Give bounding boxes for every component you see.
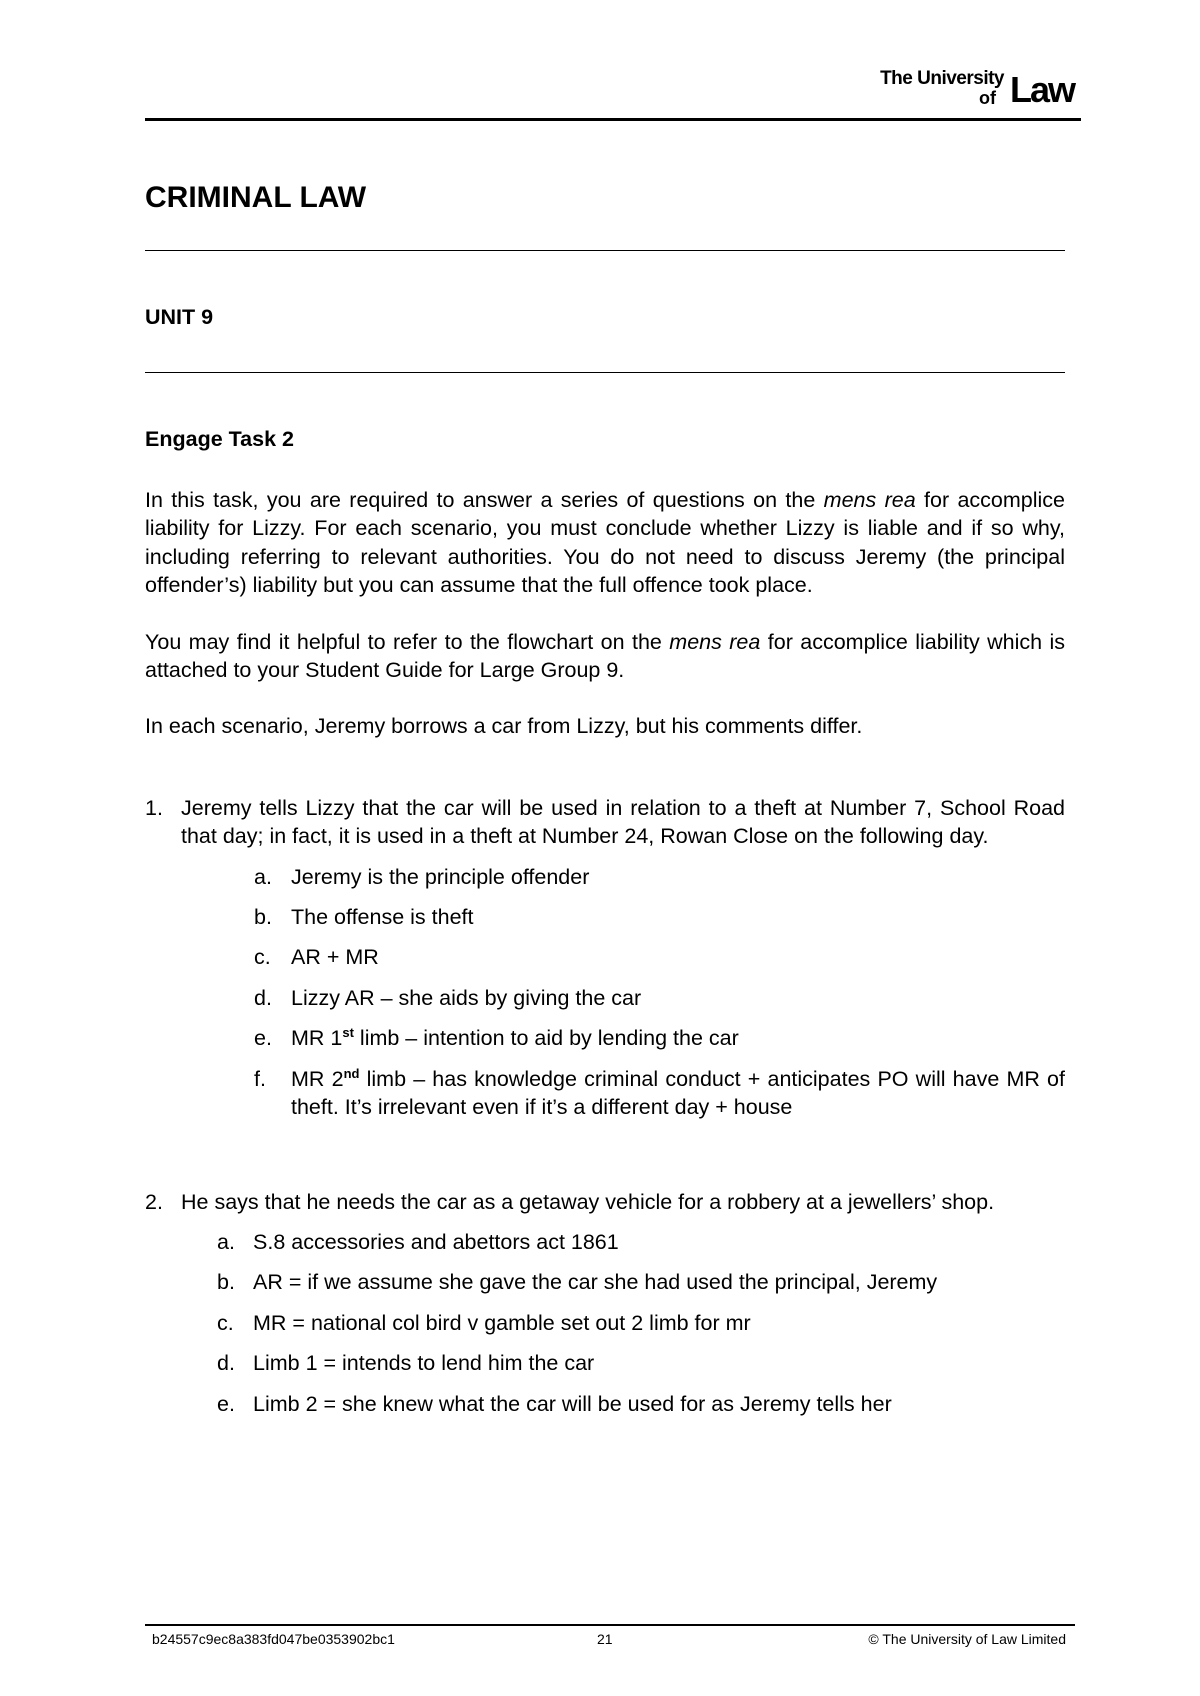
document-title: CRIMINAL LAW (145, 181, 367, 214)
list-item: d. Limb 1 = intends to lend him the car (217, 1351, 595, 1376)
list-item: f. MR 2nd limb – has knowledge criminal conduct + anticipates PO will have MR of theft. It’s irrelevant even if it’s a different day + house (254, 1065, 1065, 1120)
list-item: a. S.8 accessories and abettors act 1861 (217, 1229, 619, 1254)
unit-heading: UNIT 9 (145, 305, 214, 329)
document-body (145, 178, 1065, 1430)
footer-rule (145, 1624, 1075, 1626)
logo-line1: The University (880, 68, 1004, 89)
logo-law: Law (1009, 69, 1074, 110)
logo-of: of (979, 88, 996, 108)
university-of-law-logo (854, 64, 1074, 114)
header-rule (145, 118, 1081, 121)
footer-doc-id: b24557c9ec8a383fd047be0353902bc1 (152, 1631, 395, 1647)
question-number: 2. (145, 1189, 163, 1214)
list-item: c. AR + MR (254, 945, 379, 970)
answer-list (217, 1228, 1065, 1418)
footer-page-number: 21 (597, 1631, 613, 1647)
answer-list (254, 863, 1065, 1122)
scenario-intro: In each scenario, Jeremy borrows a car from Lizzy, but his comments differ. (145, 714, 863, 739)
task-heading: Engage Task 2 (145, 427, 294, 451)
question-number: 1. (145, 795, 163, 820)
list-item: b. The offense is theft (254, 905, 474, 930)
list-item: c. MR = national col bird v gamble set out 2 limb for mr (217, 1310, 751, 1335)
question-2 (145, 1188, 1065, 1430)
intro-paragraph: In this task, you are required to answer a series of questions on the mens rea for accomplice liability for Lizzy. For each scenario, you must conclude whether Lizzy is liable and if so why, including referring to relevant authorities. You do not need to discuss Jeremy (the principal offender’s) liability but you can assume that the full offence took place. (145, 488, 1065, 598)
question-text: He says that he needs the car as a getaway vehicle for a robbery at a jewellers’ shop. (181, 1189, 995, 1214)
question-text: Jeremy tells Lizzy that the car will be used in relation to a theft at Number 7, School Road that day; in fact, it is used in a theft at Number 24, Rowan Close on the following day. (181, 795, 1065, 849)
list-item: e. Limb 2 = she knew what the car will be used for as Jeremy tells her (217, 1391, 892, 1416)
divider (145, 250, 1065, 251)
divider (145, 372, 1065, 373)
question-1 (145, 794, 1065, 1134)
footer-copyright: © The University of Law Limited (868, 1631, 1066, 1647)
list-item: d. Lizzy AR – she aids by giving the car (254, 985, 642, 1010)
flowchart-paragraph: You may find it helpful to refer to the flowchart on the mens rea for accomplice liability which is attached to your Student Guide for Large Group 9. (145, 629, 1066, 683)
list-item: b. AR = if we assume she gave the car she had used the principal, Jeremy (217, 1270, 938, 1295)
list-item: e. MR 1st limb – intention to aid by lending the car (254, 1025, 739, 1051)
list-item: a. Jeremy is the principle offender (254, 864, 590, 889)
